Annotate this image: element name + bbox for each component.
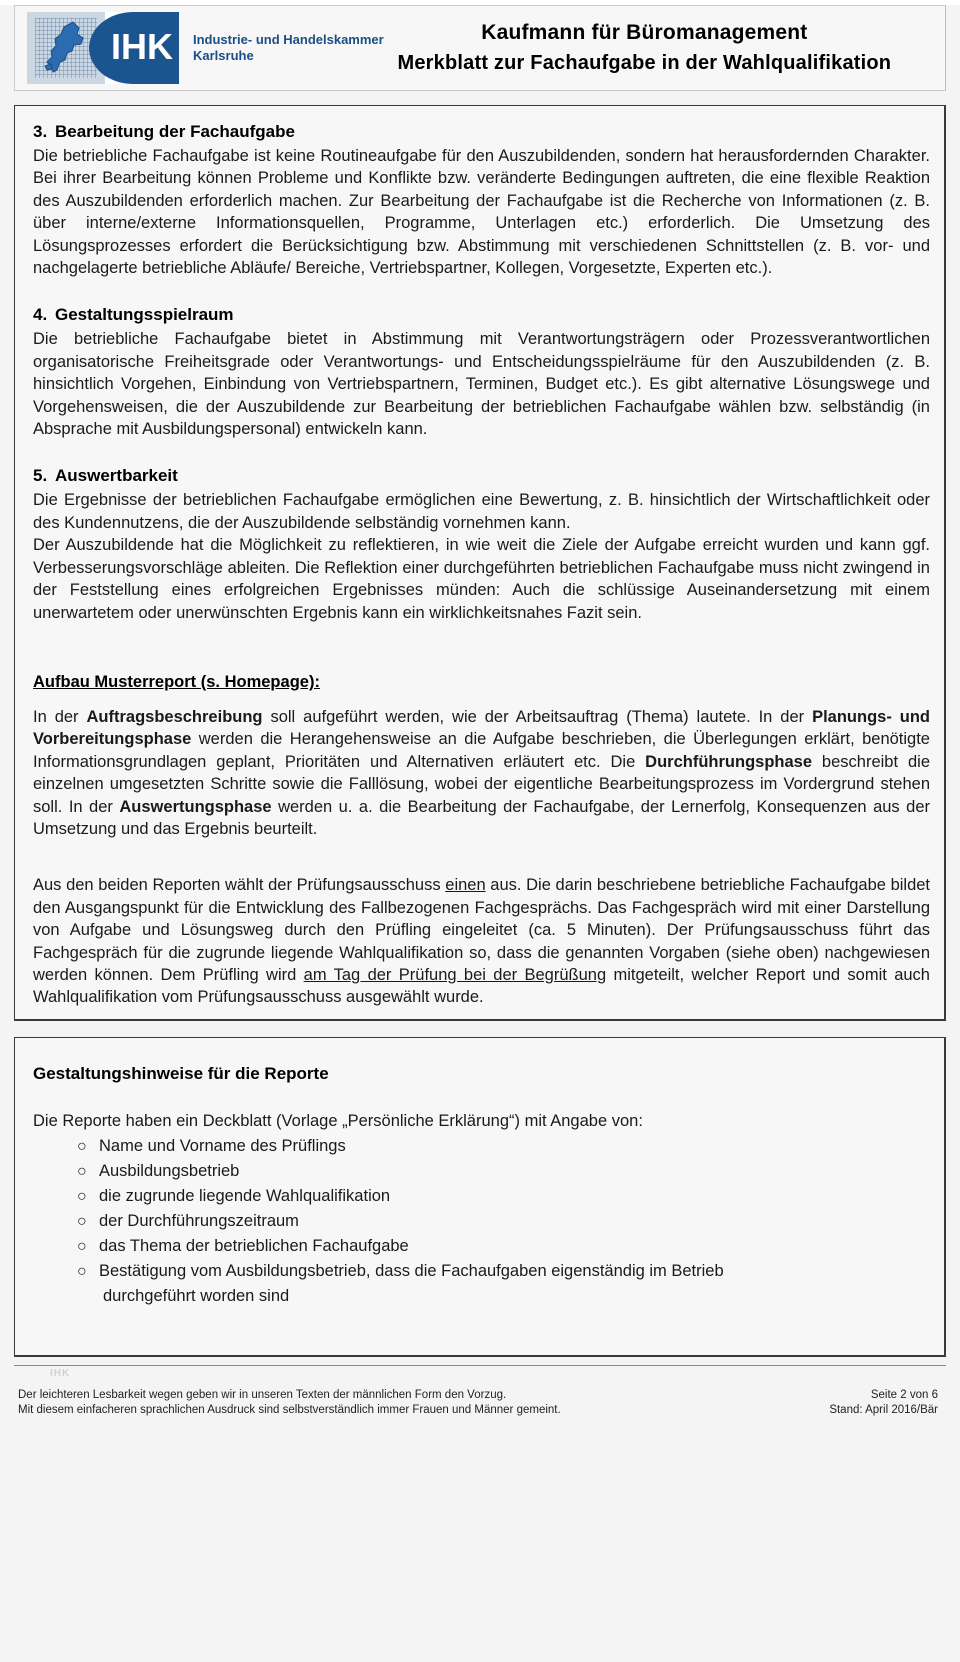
logo-wordmark-line2: Karlsruhe — [193, 48, 254, 63]
footer-watermark: IHK — [50, 1368, 71, 1380]
ihk-logo — [15, 12, 384, 84]
mr-t1: In der — [33, 707, 87, 726]
musterreport-paragraph-1 — [33, 706, 930, 840]
mr-b1: Auftragsbeschreibung — [86, 707, 263, 726]
footer-disclaimer-line1: Der leichteren Lesbarkeit wegen geben wir in unseren Texten der männlichen Form den Vorzug. — [18, 1389, 507, 1402]
mr-b2: Planungs- und Vorbereitungsphase — [33, 707, 931, 749]
list-item-label-continued: durchgeführt worden sind — [103, 1287, 290, 1306]
section-3-body: Die betriebliche Fachaufgabe ist keine Routineaufgabe für den Auszubildenden, sondern hat herausfordernden Charakter. Bei ihrer Bearbeitung können Probleme und Konflikte bzw. veränderte Bedingungen auftreten, die eine flexible Reaktion des Auszubildenden erforderlich machen. Zur Bearbeitung der Fachaufgabe ist die Recherche von Informationen (z. B. über interne/externe Informationsquellen, Programme, Unterlagen etc.) erforderlich. Die Umsetzung des Lösungsprozesses erfordert die Berücksichtigung bzw. Abstimmung mit verschiedenen Schnittstellen (z. B. vor- und nachgelagerte betriebliche Abläufe/ Bereiche, Vertriebspartner, Kollegen, Vorgesetzte, Experten etc.). — [33, 147, 930, 278]
list-item-label: Name und Vorname des Prüflings — [99, 1137, 346, 1156]
musterreport-paragraph-2 — [33, 874, 930, 1008]
gestaltungshinweise-intro: Die Reporte haben ein Deckblatt (Vorlage „Persönliche Erklärung“) mit Angabe von: — [33, 1111, 643, 1130]
spacer — [33, 624, 930, 670]
page-subtitle: Merkblatt zur Fachaufgabe in der Wahlqualifikation — [397, 52, 892, 74]
circle-bullet-icon: ○ — [77, 1163, 87, 1181]
list-item — [77, 1134, 930, 1159]
spacer — [33, 279, 930, 303]
list-item-label: Bestätigung vom Ausbildungsbetrieb, dass die Fachaufgaben eigenständig im Betrieb — [99, 1262, 724, 1281]
section-3-heading — [33, 120, 930, 144]
mr2-t1: Aus den beiden Reporten wählt der Prüfungsausschuss — [33, 876, 446, 895]
list-item-label: das Thema der betrieblichen Fachaufgabe — [99, 1237, 409, 1256]
circle-bullet-icon: ○ — [77, 1263, 87, 1281]
list-item — [77, 1234, 930, 1259]
section-5-title: Auswertbarkeit — [55, 466, 178, 486]
revision-date: Stand: April 2016/Bär — [829, 1404, 938, 1417]
mr2-t2: aus. Die darin beschriebene betriebliche Fachaufgabe bildet den Ausgangspunkt für die Entwicklung des Fallbezogenen Fachgesprächs. Das Fachgespräch wird mit einer Darstellung von Aufgabe und Lösungsweg durch den Prüfling eingeleitet (ca. 5 Minuten). Der Prüfungsausschuss führt das Fachgespräch für die zugrunde liegende Wahlqualifikation so, dass die genannten Vorgaben (siehe oben) nachgewiesen werden können. Dem Prüfling wird — [33, 876, 931, 984]
mr-t5: werden u. a. die Bearbeitung der Fachaufgabe, der Lernerfolg, Konsequenzen aus der Umsetzung und das Ergebnis beurteilt. — [33, 797, 930, 838]
circle-bullet-icon: ○ — [77, 1138, 87, 1156]
spacer — [33, 840, 930, 874]
list-item-label: die zugrunde liegende Wahlqualifikation — [99, 1187, 391, 1206]
gestaltungshinweise-box — [14, 1037, 946, 1357]
document-header — [14, 5, 946, 91]
section-5-heading — [33, 464, 930, 488]
list-item-label: Ausbildungsbetrieb — [99, 1162, 240, 1181]
logo-wordmark-line1: Industrie- und Handelskammer — [193, 32, 384, 47]
page-number: Seite 2 von 6 — [870, 1389, 938, 1402]
gestaltungshinweise-heading: Gestaltungshinweise für die Reporte — [33, 1063, 329, 1083]
document-page — [0, 5, 960, 1662]
circle-bullet-icon: ○ — [77, 1238, 87, 1256]
footer-disclaimer-line2: Mit diesem einfacheren sprachlichen Ausdruck sind selbstverständlich immer Frauen und Männer gemeint. — [18, 1404, 561, 1417]
section-3-title: Bearbeitung der Fachaufgabe — [55, 122, 295, 141]
mr-t4: beschreibt die einzelnen umgesetzten Schritte sowie die Falllösung, wobei der eigentliche Bearbeitungsprozess im Vordergrund stehen soll. In der — [33, 752, 930, 816]
circle-bullet-icon: ○ — [77, 1213, 87, 1231]
section-4-number: 4. — [33, 305, 48, 325]
spacer — [33, 1086, 930, 1110]
section-5-paragraph-1: Die Ergebnisse der betrieblichen Fachaufgabe ermöglichen eine Bewertung, z. B. hinsichtlich der Wirtschaftlichkeit oder des Kundennutzens, die der Auszubildende selbständig vornehmen kann. — [33, 491, 930, 532]
section-5-number: 5. — [33, 466, 48, 486]
mr-b3: Durchführungsphase — [645, 752, 813, 771]
logo-wordmark — [193, 32, 384, 64]
document-footer — [14, 1365, 946, 1422]
main-content-box — [14, 105, 946, 1021]
footer-meta — [829, 1372, 944, 1418]
list-item — [77, 1184, 930, 1209]
list-item — [77, 1159, 930, 1184]
mr2-t3: mitgeteilt, welcher Report und somit auch Wahlqualifikation vom Prüfungsausschuss ausgewählt wurde. — [33, 965, 930, 1007]
logo-acronym: IHK — [111, 26, 173, 67]
section-3-number: 3. — [33, 122, 48, 141]
page-title: Kaufmann für Büromanagement — [481, 21, 808, 44]
circle-bullet-icon: ○ — [77, 1188, 87, 1206]
deckblatt-list — [33, 1134, 930, 1309]
baden-wuerttemberg-map-icon — [43, 20, 89, 76]
spacer — [33, 440, 930, 464]
musterreport-heading: Aufbau Musterreport (s. Homepage): — [33, 672, 320, 691]
mr2-u1: einen — [445, 876, 486, 895]
mr2-u2: am Tag der Prüfung bei der Begrüßung — [303, 965, 607, 984]
ihk-logo-mark — [27, 12, 179, 84]
mr-t3: werden die Herangehensweise an die Aufgabe beschrieben, die Überlegungen erklärt, benötigte Informationsgrundlagen geplant, Prioritäten und Alternativen erläutert etc. Die — [33, 730, 930, 771]
section-4-heading — [33, 303, 930, 327]
section-4-title: Gestaltungsspielraum — [55, 305, 234, 325]
section-4-body: Die betriebliche Fachaufgabe bietet in Abstimmung mit Verantwortungsträgern oder Prozessverantwortlichen organisatorische Freiheitsgrade oder Verantwortungs- und Entscheidungsspielräume für den Auszubildenden (z. B. hinsichtlich Vorgehen, Einbindung von Vertriebspartnern, Terminen, Budget etc.). Es gibt alternative Lösungswege und Vorgehensweisen, die der Auszubildende zur Bearbeitung der betrieblichen Fachaufgabe wählen bzw. selbständig (in Absprache mit Ausbildungspersonal) entwickeln kann. — [33, 330, 930, 439]
list-item-label: der Durchführungszeitraum — [99, 1212, 299, 1231]
list-item — [77, 1259, 930, 1309]
header-titles — [384, 18, 945, 78]
footer-disclaimer — [18, 1372, 561, 1418]
section-5-paragraph-2: Der Auszubildende hat die Möglichkeit zu reflektieren, in wie weit die Ziele der Aufgabe erreicht wurden und kann ggf. Verbesserungsvorschläge ableiten. Die Reflektion einer durchgeführten betrieblichen Fachaufgabe muss nicht zwingend in der Feststellung eines erfolgreichen Ergebnisses münden: Auch die schlüssige Auseinandersetzung mit einem unerwartetem oder unerwünschten Ergebnis kann ein wirklichkeitsnahes Fazit sein. — [33, 536, 930, 622]
mr-t2: soll aufgeführt werden, wie der Arbeitsauftrag (Thema) lautete. In der — [262, 707, 813, 726]
list-item — [77, 1209, 930, 1234]
spacer — [33, 694, 930, 706]
mr-b4: Auswertungsphase — [119, 797, 272, 816]
